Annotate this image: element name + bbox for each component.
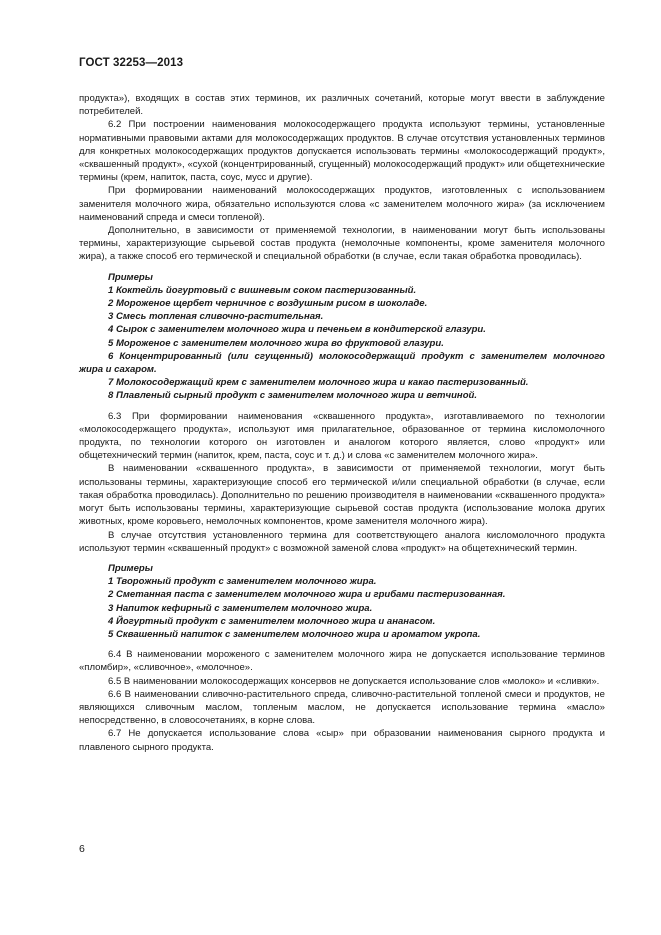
- example-item: 2 Сметанная паста с заменителем молочного жира и грибами пастеризованная.: [108, 589, 506, 601]
- paragraph: Дополнительно, в зависимости от применяемой технологии, в наименовании могут быть использованы термины, характеризующие сырьевой состав продукта (немолочные компоненты, кроме заменителя молочного жира), а также способ его термической и специальной обработки (в случае, если такая обработка проводилась).: [79, 225, 605, 263]
- example-item: 3 Смесь топленая сливочно-растительная.: [108, 311, 324, 323]
- paragraph-6-5: 6.5 В наименовании молокосодержащих консервов не допускается использование слов «молоко» и «сливки».: [108, 675, 600, 687]
- example-item: 8 Плавленый сырный продукт с заменителем молочного жира и ветчиной.: [108, 390, 478, 402]
- example-item: 1 Творожный продукт с заменителем молочного жира.: [108, 576, 377, 588]
- example-item: 6 Концентрированный (или сгущенный) молокосодержащий продукт с заменителем молочного: [108, 350, 605, 362]
- example-item: 5 Мороженое с заменителем молочного жира во фруктовой глазури.: [108, 337, 444, 349]
- paragraph: В случае отсутствия установленного термина для соответствующего аналога кисломолочного продукта используют термин «сквашенный продукт» с возможной заменой слова «продукт» на общетехнический термин.: [79, 529, 605, 554]
- page-body: [79, 92, 605, 754]
- examples-block-1: [79, 271, 605, 403]
- example-item: 3 Напиток кефирный с заменителем молочного жира.: [108, 602, 373, 614]
- paragraph-6-3: 6.3 При формировании наименования «сквашенного продукта», изготавливаемого по технологии «молокосодержащего продукта», используют имя прилагательное, образованное от термина кисломолочного продукта, по технологии которого он изготовлен и аналогом которого является, слово «продукт» или общетехнический термин (напиток, крем, паста, соус и т. д.) и слова «с заменителем молочного жира».: [79, 410, 605, 462]
- example-item-continuation: жира и сахаром.: [79, 364, 157, 376]
- examples-heading: Примеры: [108, 562, 153, 574]
- paragraph-6-6: 6.6 В наименовании сливочно-растительного спреда, сливочно-растительной топленой смеси и продуктов, не являющихся сливочным маслом, топленым маслом, не допускается использование термина «масло» непосредственно, в словосочетаниях, в корне слова.: [79, 688, 605, 727]
- page-header: ГОСТ 32253—2013: [79, 57, 184, 69]
- example-item: 5 Сквашенный напиток с заменителем молочного жира и ароматом укропа.: [108, 628, 481, 640]
- example-item: 7 Молокосодержащий крем с заменителем молочного жира и какао пастеризованный.: [108, 377, 529, 389]
- paragraph-6-2: 6.2 При построении наименования молокосодержащего продукта используют термины, установленные нормативными правовыми актами для молокосодержащих продуктов. В случае отсутствия установленных терминов для конкретных молокосодержащих продуктов допускается использовать термины «молокосодержащий продукт», «сквашенный продукт», «сухой (концентрированный, сгущенный) молокосодержащий продукт» или общетехнические термины (крем, напиток, паста, соус, мусс и другие).: [79, 119, 605, 184]
- paragraph: При формировании наименований молокосодержащих продуктов, изготовленных с использованием заменителя молочного жира, обязательно используются слова «с заменителем молочного жира» (за исключением наименований спреда и смеси топленой).: [79, 185, 605, 223]
- examples-block-2: [79, 562, 605, 641]
- paragraph: продукта»), входящих в состав этих терминов, их различных сочетаний, которые могут ввести в заблуждение потребителей.: [79, 93, 605, 118]
- example-item: 2 Мороженое щербет черничное с воздушным рисом в шоколаде.: [108, 298, 428, 310]
- page-number: 6: [79, 843, 85, 855]
- examples-heading: Примеры: [108, 271, 153, 283]
- example-item: 1 Коктейль йогуртовый с вишневым соком пастеризованный.: [108, 284, 417, 296]
- example-item: 4 Сырок с заменителем молочного жира и печеньем в кондитерской глазури.: [108, 324, 486, 336]
- paragraph: В наименовании «сквашенного продукта», в зависимости от применяемой технологии, могут быть использованы термины, характеризующие способ его термической и/или специальной обработки (в случае, если такая обработка проводилась). Дополнительно по решению производителя в наименовании «сквашенного продукта» могут быть использованы термины, характеризующие сырьевой состав продукта (использование молока других животных, кроме коровьего, немолочных компонентов, кроме заменителя молочного жира).: [79, 463, 605, 528]
- paragraph-6-7: 6.7 Не допускается использование слова «сыр» при образовании наименования сырного продукта и плавленого сырного продукта.: [79, 728, 605, 753]
- paragraph-6-4: 6.4 В наименовании мороженого с заменителем молочного жира не допускается использование терминов «пломбир», «сливочное», «молочное».: [79, 649, 605, 674]
- example-item: 4 Йогуртный продукт с заменителем молочного жира и ананасом.: [108, 615, 436, 627]
